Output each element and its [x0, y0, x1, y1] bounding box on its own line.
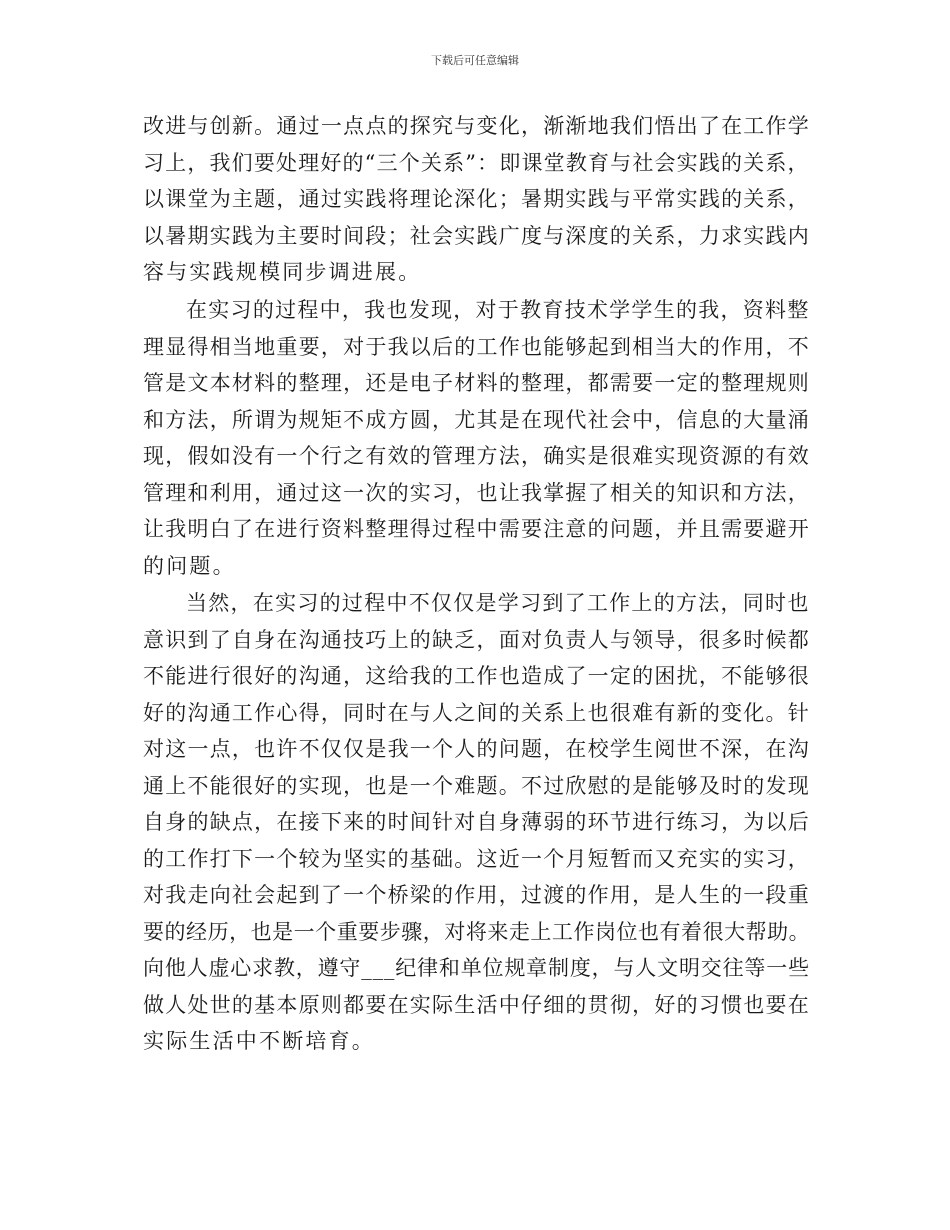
page-header: 下载后可任意编辑 — [431, 54, 519, 67]
text-line: 管是文本材料的整理，还是电子材料的整理，都需要一定的整理规则 — [143, 371, 810, 395]
text-line: 向他人虚心求教，遵守___纪律和单位规章制度，与人文明交往等一些 — [143, 956, 810, 980]
text-line: 让我明白了在进行资料整理得过程中需要注意的问题，并且需要避开 — [143, 517, 810, 541]
text-line: 以课堂为主题，通过实践将理论深化；暑期实践与平常实践的关系， — [143, 187, 810, 211]
text-line: 好的沟通工作心得，同时在与人之间的关系上也很难有新的变化。针 — [143, 700, 810, 725]
text-line: 在实习的过程中，我也发现，对于教育技术学学生的我，资料整 — [186, 298, 810, 322]
text-line: 实际生活中不断培育。 — [143, 1029, 375, 1053]
text-line: 不能进行很好的沟通，这给我的工作也造成了一定的困扰，不能够很 — [143, 664, 810, 688]
text-line: 容与实践规模同步调进展。 — [143, 260, 422, 284]
text-line: 对这一点，也许不仅仅是我一个人的问题，在校学生阅世不深，在沟 — [143, 737, 810, 761]
text-line: 自身的缺点，在接下来的时间针对自身薄弱的环节进行练习，为以后 — [143, 810, 810, 834]
text-line: 现，假如没有一个行之有效的管理方法，确实是很难实现资源的有效 — [143, 444, 810, 468]
text-line: 要的经历，也是一个重要步骤，对将来走上工作岗位也有着很大帮助。 — [143, 919, 811, 944]
text-line: 以暑期实践为主要时间段；社会实践广度与深度的关系，力求实践内 — [143, 223, 810, 248]
text-line: 当然，在实习的过程中不仅仅是学习到了工作上的方法，同时也 — [186, 591, 810, 615]
text-line: 通上不能很好的实现，也是一个难题。不过欣慰的是能够及时的发现 — [143, 773, 810, 798]
text-line: 习上，我们要处理好的“三个关系”：即课堂教育与社会实践的关系， — [143, 150, 810, 175]
text-line: 管理和利用，通过这一次的实习，也让我掌握了相关的知识和方法， — [143, 480, 810, 505]
text-line: 改进与创新。通过一点点的探究与变化，渐渐地我们悟出了在工作学 — [143, 114, 810, 138]
text-line: 的工作打下一个较为坚实的基础。这近一个月短暂而又充实的实习， — [143, 846, 810, 871]
text-line: 和方法，所谓为规矩不成方圆，尤其是在现代社会中，信息的大量涌 — [143, 407, 810, 432]
text-line: 的问题。 — [143, 553, 236, 578]
text-line: 对我走向社会起到了一个桥梁的作用，过渡的作用，是人生的一段重 — [143, 883, 810, 907]
text-line: 做人处世的基本原则都要在实际生活中仔细的贯彻，好的习惯也要在 — [143, 992, 810, 1017]
text-line: 意识到了自身在沟通技巧上的缺乏，面对负责人与领导，很多时候都 — [143, 627, 810, 652]
text-line: 理显得相当地重要，对于我以后的工作也能够起到相当大的作用，不 — [143, 334, 810, 359]
